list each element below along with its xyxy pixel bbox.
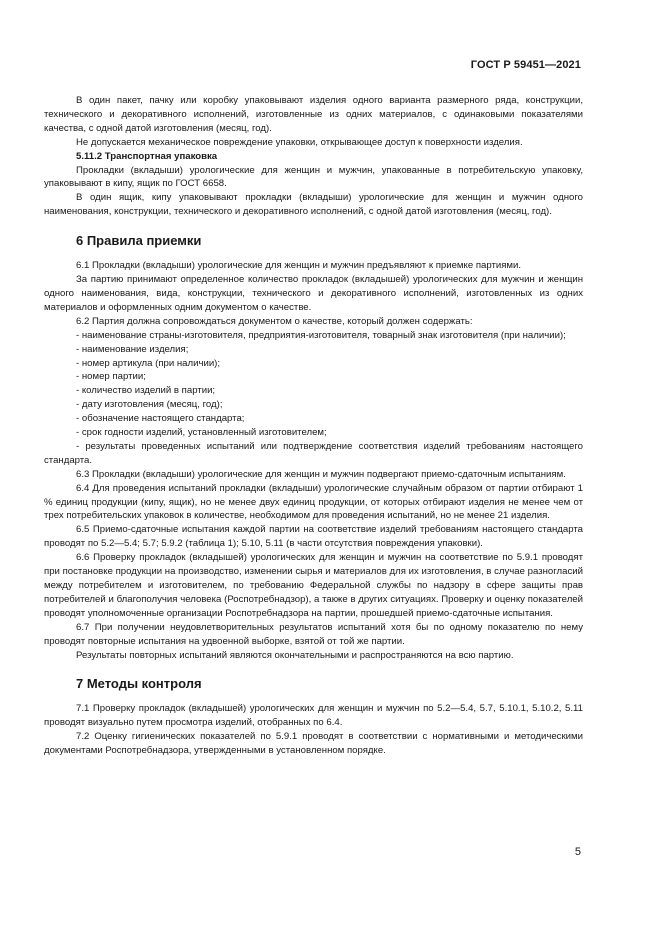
page-number: 5 bbox=[574, 846, 581, 858]
paragraph: 7.2 Оценку гигиенических показателей по 5.9.1 проводят в соответствии с нормативными и методическими документами Роспотребнадзора, утвержденными в установленном порядке. bbox=[44, 731, 583, 757]
paragraph: 6.3 Прокладки (вкладыши) урологические для женщин и мужчин подвергают приемо-сдаточным испытаниям. bbox=[76, 468, 566, 480]
list-item: - наименование изделия; bbox=[76, 343, 189, 355]
paragraph: За партию принимают определенное количество прокладок (вкладышей) урологических для мужчин и женщин одного наименования, вида, конструкции, технического и декоративного исполнений, изготовленных из одних материалов и оформленных одним документом о качестве. bbox=[44, 274, 583, 313]
standard-code-header: ГОСТ Р 59451—2021 bbox=[470, 59, 581, 71]
list-item: - количество изделий в партии; bbox=[76, 385, 216, 397]
section-heading-6: 6 Правила приемки bbox=[76, 233, 202, 249]
list-item: - номер партии; bbox=[76, 371, 146, 383]
list-item: - наименование страны-изготовителя, предприятия-изготовителя, товарный знак изготовителя (при наличии); bbox=[76, 329, 566, 341]
list-item: - номер артикула (при наличии); bbox=[76, 357, 221, 369]
subsection-heading: 5.11.2 Транспортная упаковка bbox=[76, 150, 218, 162]
paragraph: 6.5 Приемо-сдаточные испытания каждой партии на соответствие изделий требованиям настоящего стандарта проводят по 5.2—5.4; 5.7; 5.9.2 (таблица 1); 5.10, 5.11 (в части отсутствия повреждения упаковки). bbox=[44, 524, 583, 550]
paragraph: 6.2 Партия должна сопровождаться документом о качестве, который должен содержать: bbox=[76, 315, 473, 327]
paragraph: В один ящик, кипу упаковывают прокладки (вкладыши) урологические для женщин и мужчин одного наименования, конструкции, технического и декоративного исполнений, с одной датой изготовления (месяц, год). bbox=[44, 192, 583, 218]
paragraph: В один пакет, пачку или коробку упаковывают изделия одного варианта размерного ряда, конструкции, технического и декоративного исполнений, изготовленные из одних материалов, с одинаковыми показателями качества, с одной датой изготовления (месяц, год). bbox=[44, 95, 583, 134]
paragraph: 6.6 Проверку прокладок (вкладышей) урологических для женщин и мужчин на соответствие по 5.9.1 проводят при постановке продукции на производство, изменении сырья и материалов для их изготовления, в случае разногласий между потребителем и изготовителем, по требованию Федеральной службы по надзору в сфере защиты прав потребителей и благополучия человека (Роспотребнадзор), а также в других ситуациях. Проверку и оценку показателей проводят уполномоченные организации Роспотребнадзора на партии, прошедшей приемо-сдаточные испытания. bbox=[44, 552, 583, 619]
list-item: - обозначение настоящего стандарта; bbox=[76, 413, 245, 425]
paragraph: 6.4 Для проведения испытаний прокладки (вкладыши) урологические случайным образом от партии отбирают 1 % единиц продукции (кипу, ящик), но не менее двух единиц продукции, от которых отбирают изделия не менее чем от трех потребительских упаковок в количестве, необходимом для проведения испытаний, но не менее 21 изделия. bbox=[44, 482, 583, 522]
paragraph: 6.1 Прокладки (вкладыши) урологические для женщин и мужчин предъявляют к приемке партиями. bbox=[76, 260, 522, 272]
paragraph: Не допускается механическое повреждение упаковки, открывающее доступ к поверхности изделия. bbox=[76, 136, 523, 148]
section-heading-7: 7 Методы контроля bbox=[76, 676, 202, 692]
list-item: - результаты проведенных испытаний или подтверждение соответствия изделий требованиям настоящего стандарта. bbox=[44, 440, 583, 466]
paragraph: Результаты повторных испытаний являются окончательными и распространяются на всю партию. bbox=[76, 649, 514, 661]
paragraph: Прокладки (вкладыши) урологические для женщин и мужчин, упакованные в потребительскую упаковку, упаковывают в кипу, ящик по ГОСТ 6658. bbox=[44, 164, 583, 190]
paragraph: 6.7 При получении неудовлетворительных результатов испытаний хотя бы по одному показателю по нему проводят повторные испытания на удвоенной выборке, взятой от той же партии. bbox=[44, 621, 583, 647]
paragraph: 7.1 Проверку прокладок (вкладышей) урологических для женщин и мужчин по 5.2—5.4, 5.7, 5.10.1, 5.10.2, 5.11 проводят визуально путем просмотра изделий, отобранных по 6.4. bbox=[44, 703, 583, 729]
list-item: - срок годности изделий, установленный изготовителем; bbox=[76, 427, 327, 439]
list-item: - дату изготовления (месяц, год); bbox=[76, 399, 223, 411]
document-body bbox=[44, 94, 583, 758]
